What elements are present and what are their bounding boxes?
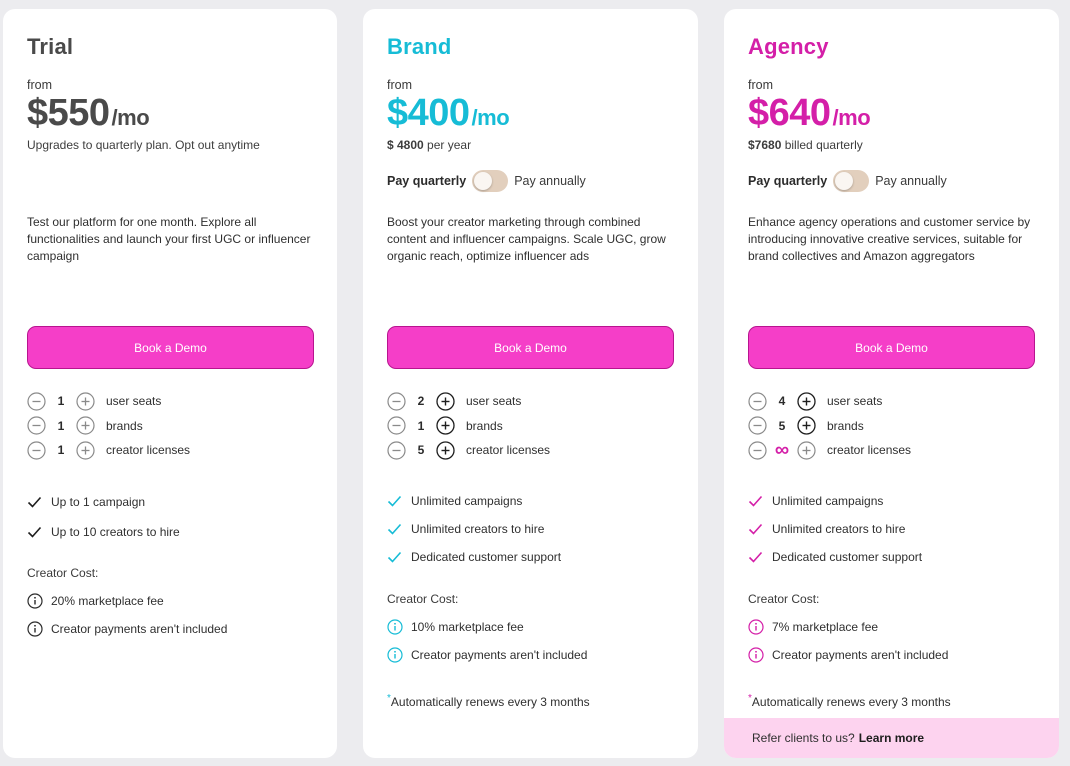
learn-more-link[interactable]: Learn more — [858, 731, 925, 745]
check-icon — [748, 522, 764, 536]
billing-switch[interactable] — [833, 170, 869, 192]
plan-card-brand — [363, 9, 698, 758]
minus-icon[interactable] — [27, 392, 46, 411]
info-icon — [387, 647, 403, 663]
creator-cost-title: Creator Cost: — [27, 566, 99, 580]
price-amount: $640 — [748, 92, 831, 134]
counters — [387, 389, 550, 463]
minus-icon[interactable] — [748, 392, 767, 411]
cost-text: Creator payments aren't included — [772, 648, 949, 662]
check-icon — [27, 525, 43, 539]
info-icon — [27, 621, 43, 637]
counter-label: creator licenses — [827, 443, 912, 458]
feature-item — [748, 543, 922, 571]
counter-user-seats — [27, 389, 190, 414]
counter-label: brands — [466, 418, 503, 433]
price-note-text: per year — [423, 138, 472, 152]
price — [748, 92, 870, 135]
creator-cost-title: Creator Cost: — [387, 592, 459, 606]
price-note-text: billed quarterly — [781, 138, 863, 152]
plus-icon[interactable] — [436, 392, 455, 411]
counter-value: 1 — [417, 418, 425, 433]
counter-brands — [27, 414, 190, 439]
feature-list — [27, 487, 180, 547]
counter-brands — [748, 414, 911, 439]
switch-knob — [474, 172, 492, 190]
feature-item — [27, 517, 180, 547]
minus-icon[interactable] — [387, 441, 406, 460]
billing-toggle — [748, 170, 947, 192]
feature-text: Unlimited campaigns — [772, 494, 884, 508]
counter-value: 1 — [57, 394, 65, 409]
cost-item — [27, 587, 227, 615]
counter-creator-licenses — [748, 438, 911, 463]
feature-item — [27, 487, 180, 517]
price-note: Upgrades to quarterly plan. Opt out anytime — [27, 138, 260, 152]
cost-text: 7% marketplace fee — [772, 620, 879, 634]
price-from-label: from — [387, 78, 412, 92]
counter-brands — [387, 414, 550, 439]
toggle-label-annually: Pay annually — [875, 174, 947, 188]
feature-item — [748, 487, 922, 515]
toggle-label-annually: Pay annually — [514, 174, 586, 188]
plus-icon[interactable] — [76, 441, 95, 460]
plus-icon[interactable] — [76, 416, 95, 435]
counter-label: brands — [827, 418, 864, 433]
price-period: /mo — [111, 105, 150, 130]
minus-icon[interactable] — [387, 416, 406, 435]
renewal-note — [748, 693, 951, 709]
counter-creator-licenses — [387, 438, 550, 463]
minus-icon[interactable] — [748, 416, 767, 435]
counter-label: creator licenses — [466, 443, 551, 458]
check-icon — [27, 495, 43, 509]
price — [387, 92, 509, 135]
check-icon — [387, 550, 403, 564]
cost-item — [387, 613, 587, 641]
counter-value: 1 — [57, 443, 65, 458]
price-note — [748, 138, 863, 152]
renewal-note — [387, 693, 590, 709]
toggle-label-quarterly: Pay quarterly — [387, 174, 467, 188]
creator-cost-title: Creator Cost: — [748, 592, 820, 606]
price-amount: $550 — [27, 92, 110, 134]
price-from-label: from — [27, 78, 52, 92]
creator-cost-list — [387, 613, 587, 669]
price-note-amount: $7680 — [748, 138, 782, 152]
check-icon — [387, 522, 403, 536]
cost-text: Creator payments aren't included — [411, 648, 588, 662]
price-note — [387, 138, 471, 152]
counter-value: 1 — [57, 418, 65, 433]
counter-label: user seats — [106, 394, 162, 409]
price-period: /mo — [832, 105, 871, 130]
plan-description: Enhance agency operations and customer service by introducing innovative creative services, suitable for brand collectives and Amazon aggregators — [748, 215, 1031, 263]
counter-label: user seats — [466, 394, 522, 409]
renewal-asterisk: * — [748, 693, 752, 704]
feature-item — [748, 515, 922, 543]
counter-user-seats — [387, 389, 550, 414]
plus-icon[interactable] — [797, 416, 816, 435]
plan-name: Trial — [27, 34, 74, 59]
book-demo-button[interactable]: Book a Demo — [387, 326, 674, 369]
info-icon — [748, 647, 764, 663]
feature-item — [387, 543, 561, 571]
info-icon — [387, 619, 403, 635]
feature-text: Unlimited creators to hire — [411, 522, 545, 536]
feature-list — [748, 487, 922, 571]
creator-cost-list — [748, 613, 948, 669]
plus-icon[interactable] — [76, 392, 95, 411]
cost-item — [27, 615, 227, 643]
cost-item — [748, 613, 948, 641]
refer-banner — [724, 718, 1059, 758]
price-amount: $400 — [387, 92, 470, 134]
plus-icon[interactable] — [436, 441, 455, 460]
minus-icon[interactable] — [748, 441, 767, 460]
counters — [27, 389, 190, 463]
switch-knob — [835, 172, 853, 190]
counter-user-seats — [748, 389, 911, 414]
cost-text: 20% marketplace fee — [51, 594, 164, 608]
plus-icon[interactable] — [436, 416, 455, 435]
price-note-amount: $ 4800 — [387, 138, 424, 152]
book-demo-button[interactable]: Book a Demo — [27, 326, 314, 369]
feature-list — [387, 487, 561, 571]
plan-card-agency — [724, 9, 1059, 758]
plan-name: Brand — [387, 34, 452, 59]
counter-value: 4 — [778, 394, 786, 409]
toggle-label-quarterly: Pay quarterly — [748, 174, 828, 188]
billing-switch[interactable] — [472, 170, 508, 192]
feature-text: Up to 10 creators to hire — [51, 525, 180, 539]
renewal-text: Automatically renews every 3 months — [751, 695, 951, 709]
info-icon — [748, 619, 764, 635]
cost-item — [387, 641, 587, 669]
counter-value: 5 — [417, 443, 425, 458]
feature-text: Dedicated customer support — [411, 550, 562, 564]
plan-description: Test our platform for one month. Explore all functionalities and launch your first UGC or influencer campaign — [27, 215, 311, 263]
minus-icon[interactable] — [27, 416, 46, 435]
plus-icon[interactable] — [797, 392, 816, 411]
check-icon — [387, 494, 403, 508]
info-icon — [27, 593, 43, 609]
price-from-label: from — [748, 78, 773, 92]
counter-value: 2 — [417, 394, 425, 409]
refer-text: Refer clients to us? — [752, 731, 855, 745]
minus-icon[interactable] — [27, 441, 46, 460]
renewal-text: Automatically renews every 3 months — [390, 695, 590, 709]
feature-item — [387, 487, 561, 515]
counter-label: creator licenses — [106, 443, 191, 458]
counter-value: 5 — [778, 418, 786, 433]
plan-card-trial — [3, 9, 337, 758]
renewal-asterisk: * — [387, 693, 391, 704]
feature-item — [387, 515, 561, 543]
counter-label: user seats — [827, 394, 883, 409]
counter-label: brands — [106, 418, 143, 433]
price — [27, 92, 149, 135]
cost-text: Creator payments aren't included — [51, 622, 228, 636]
check-icon — [748, 494, 764, 508]
counter-creator-licenses — [27, 438, 190, 463]
creator-cost-list — [27, 587, 227, 643]
cost-item — [748, 641, 948, 669]
feature-text: Dedicated customer support — [772, 550, 923, 564]
check-icon — [748, 550, 764, 564]
plan-name: Agency — [748, 34, 829, 59]
book-demo-button[interactable]: Book a Demo — [748, 326, 1035, 369]
minus-icon[interactable] — [387, 392, 406, 411]
plus-icon[interactable] — [797, 441, 816, 460]
cost-text: 10% marketplace fee — [411, 620, 524, 634]
price-period: /mo — [471, 105, 510, 130]
feature-text: Up to 1 campaign — [51, 495, 146, 509]
counters — [748, 389, 911, 463]
feature-text: Unlimited creators to hire — [772, 522, 906, 536]
billing-toggle — [387, 170, 586, 192]
infinity-value: ∞ — [774, 439, 790, 462]
feature-text: Unlimited campaigns — [411, 494, 523, 508]
plan-description: Boost your creator marketing through combined content and influencer campaigns. Scale UGC, grow organic reach, optimize influencer ads — [387, 215, 666, 263]
